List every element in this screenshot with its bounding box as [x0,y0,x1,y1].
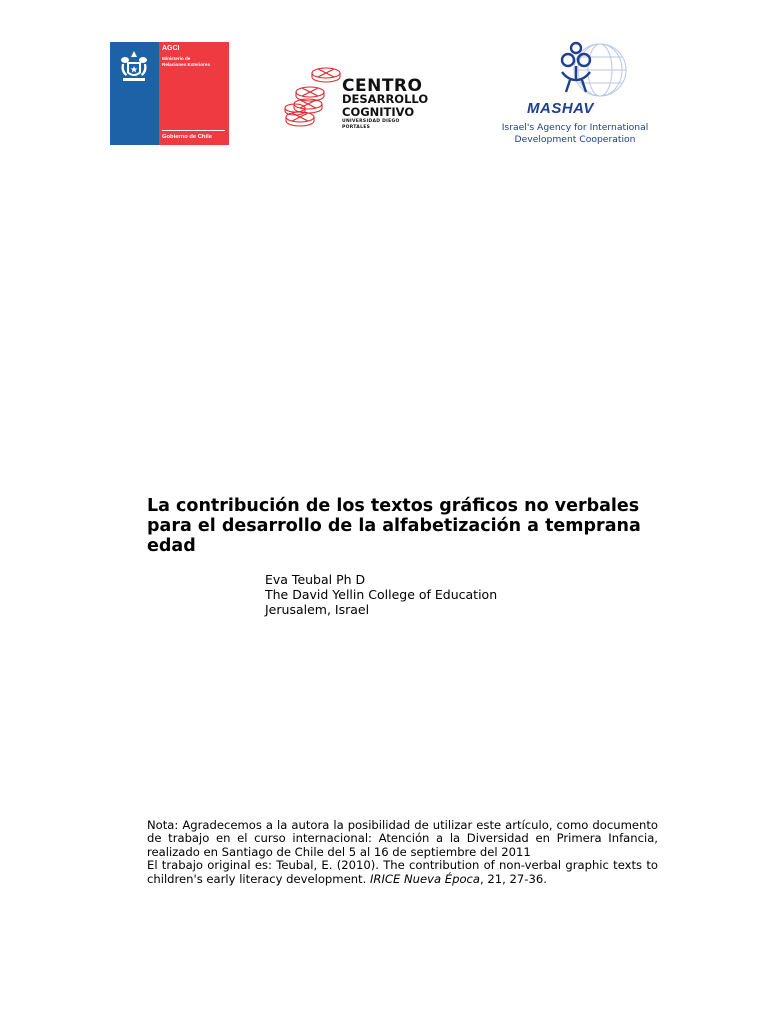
author-name: Eva Teubal Ph D [265,572,366,587]
author-location: Jerusalem, Israel [265,602,370,617]
centro-logo [278,58,428,134]
mashav-logo [500,40,650,150]
author-institution: The David Yellin College of Education [265,587,498,602]
note-paragraph-2 [147,859,658,886]
centro-line2: DESARROLLO [342,92,429,106]
agci-ministry: Ministerio de Relaciones Exteriores [162,56,211,67]
centro-line1: CENTRO [342,76,423,96]
agci-red-panel [159,42,229,145]
mashav-tagline-line1: Israel's Agency for International [501,122,649,133]
note-paragraph-1: Nota: Agradecemos a la autora la posibilidad de utilizar este artículo, como documento de trabajo en el curso internacional: Atención a la Diversidad en Primera Infancia, realizado en Santiago de Chile del 5 al 16 de septiembre del 2011 [147,818,658,859]
mashav-tagline [500,122,650,146]
centro-wordmark [342,76,429,131]
note-journal: IRICE Nueva Época [369,871,481,886]
stacked-discs-icon [278,64,344,134]
mashav-wordmark: MASHAV [527,100,594,117]
document-title: La contribución de los textos gráficos no verbales para el desarrollo de la alfabetización a temprana edad [147,496,641,556]
agci-name: AGCI [162,45,180,52]
mashav-emblem-icon [500,40,650,102]
centro-university: UNIVERSIDAD DIEGO PORTALES [342,119,400,130]
agci-divider [162,130,225,131]
agci-logo [110,42,229,145]
agci-blue-panel [110,42,159,145]
centro-line3: COGNITIVO [342,105,415,119]
chile-coat-of-arms-icon [114,46,154,86]
agci-government: Gobierno de Chile [162,134,212,140]
mashav-tagline-line2: Development Cooperation [514,134,636,145]
note-citation: El trabajo original es: Teubal, E. (2010). The contribution of non-verbal graphic texts to children's early literacy development. [147,858,658,886]
note-citation-tail: , 21, 27-36. [480,871,547,886]
footnote [147,819,658,886]
author-block [265,572,497,617]
